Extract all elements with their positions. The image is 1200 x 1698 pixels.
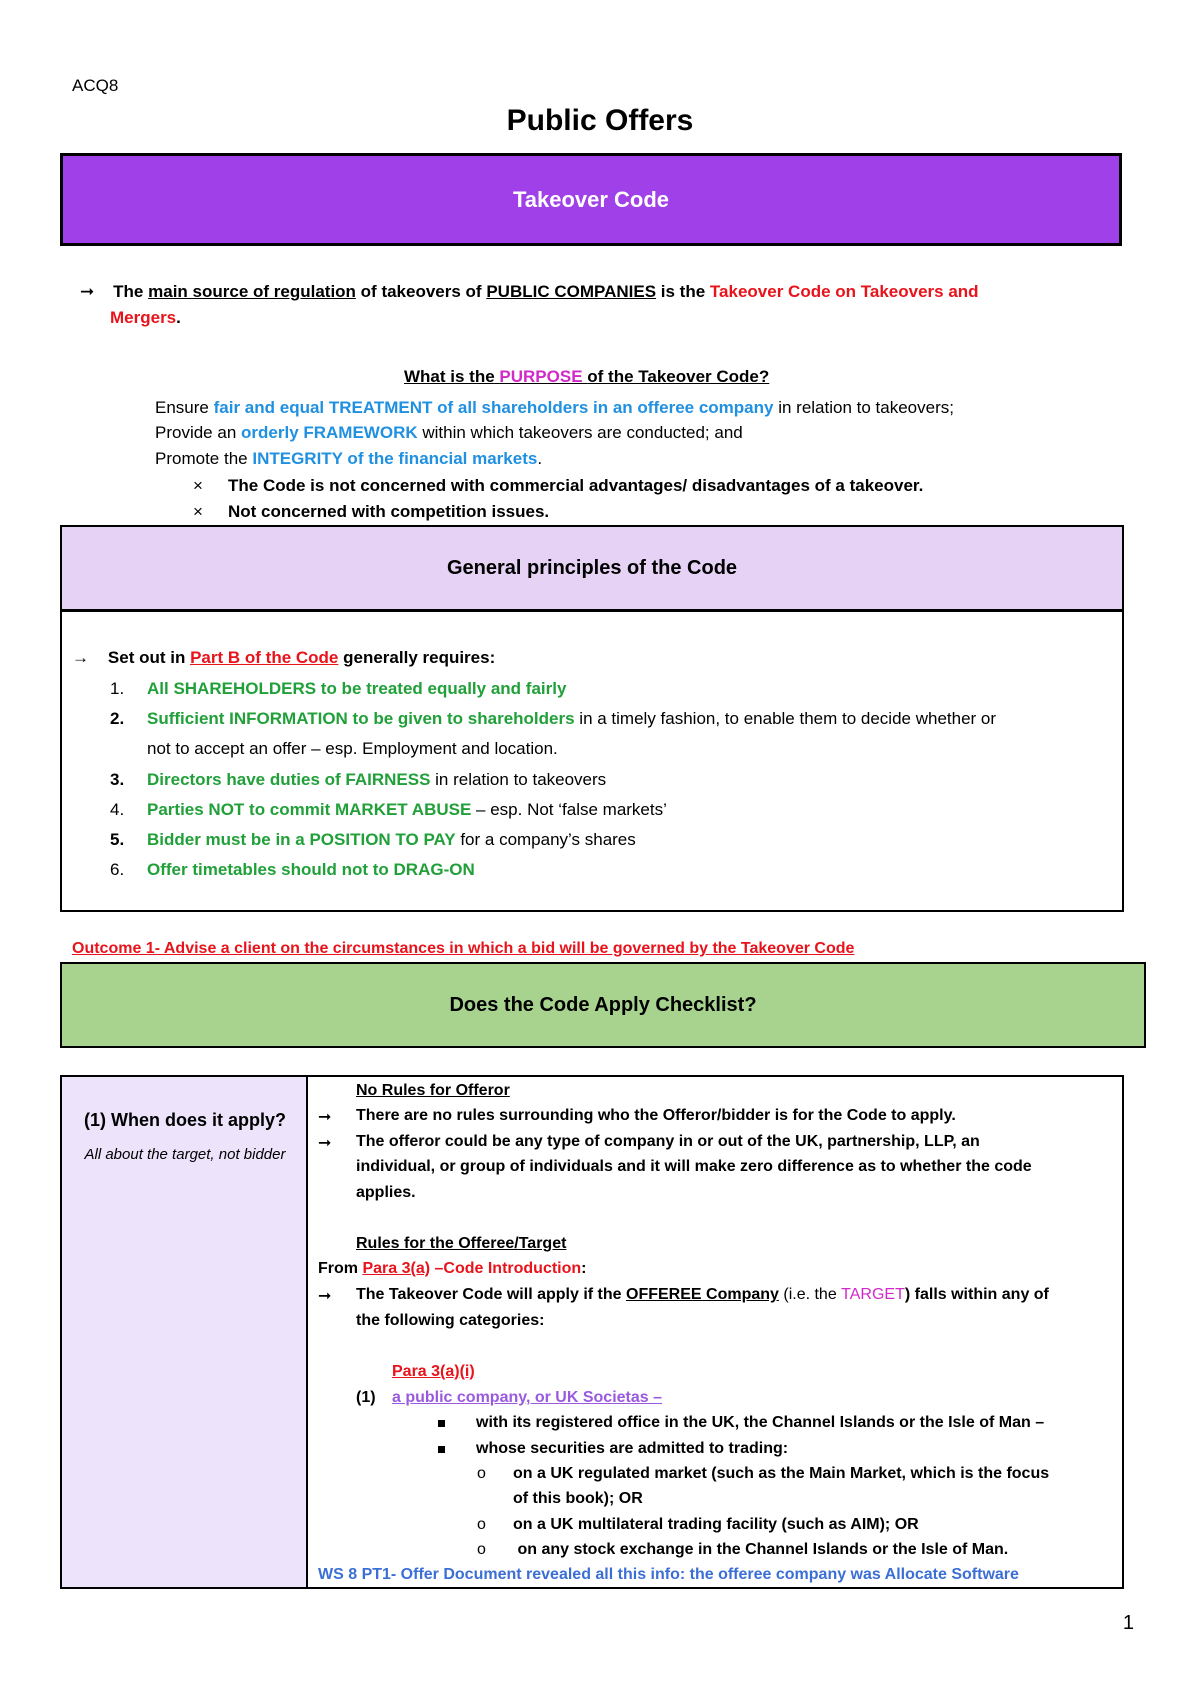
offeror-point-1: ➞ There are no rules surrounding who the Offeror/bidder is for the Code to apply. (318, 1107, 956, 1126)
sub-sub-bullet-2: o on a UK multilateral trading facility (such as AIM); OR (477, 1516, 919, 1533)
arrow-icon: ➞ (318, 1109, 332, 1126)
offeror-point-2-cont: applies. (356, 1184, 416, 1201)
sub-sub-bullet-1: o on a UK regulated market (such as the Main Market, which is the focus (477, 1465, 1050, 1482)
offeree-heading: Rules for the Offeree/Target (356, 1235, 567, 1252)
sub-sub-bullet-3: o on any stock exchange in the Channel Islands or the Isle of Man. (477, 1541, 1009, 1558)
outcome-heading: Outcome 1- Advise a client on the circumstances in which a bid will be governed by the Takeover Code (72, 940, 855, 957)
document-code: ACQ8 (72, 76, 119, 95)
sub-bullet-1: with its registered office in the UK, the Channel Islands or the Isle of Man – (438, 1414, 445, 1432)
checklist-title: Does the Code Apply Checklist? (449, 994, 757, 1016)
offeror-point-2: ➞ The offeror could be any type of company in or out of the UK, partnership, LLP, an (318, 1133, 980, 1152)
arrow-icon: ➞ (318, 1288, 332, 1305)
purpose-cross-2: × Not concerned with competition issues. (193, 502, 550, 521)
square-bullet-icon (438, 1446, 445, 1453)
cross-icon: × (193, 502, 203, 521)
table-question: (1) When does it apply? (83, 1110, 286, 1130)
cross-icon: × (193, 476, 203, 495)
sub-sub-bullet-1-cont: of this book); OR (513, 1490, 643, 1507)
sub-bullet-2: whose securities are admitted to trading: (438, 1440, 445, 1458)
principle-item: 5. Bidder must be in a POSITION TO PAY for a company’s shares (110, 830, 636, 849)
checklist-header (60, 962, 1146, 1048)
principle-item: 4. Parties NOT to commit MARKET ABUSE – esp. Not ‘false markets’ (110, 800, 667, 819)
from-para-line: From Para 3(a) –Code Introduction: (318, 1260, 587, 1277)
arrow-icon: → (72, 648, 89, 667)
para-heading: Para 3(a)(i) (392, 1363, 475, 1380)
takeover-code-box (60, 153, 1122, 246)
purpose-cross-1: × The Code is not concerned with commercial advantages/ disadvantages of a takeover. (193, 476, 924, 495)
circle-bullet-icon: o (477, 1516, 486, 1533)
circle-bullet-icon: o (477, 1465, 486, 1482)
principles-intro: → Set out in Part B of the Code generally requires: (72, 648, 496, 667)
offeror-heading: No Rules for Offeror (356, 1082, 510, 1099)
general-principles-header (60, 525, 1124, 611)
apply-checklist-table (60, 1075, 1124, 1589)
square-bullet-icon (438, 1420, 445, 1427)
principle-item: 6. Offer timetables should not to DRAG-ON (110, 860, 475, 879)
table-note: All about the target, not bidder (84, 1146, 286, 1163)
category-1: (1) a public company, or UK Societas – (356, 1389, 662, 1406)
offeree-point-1: ➞ The Takeover Code will apply if the OFFEREE Company (i.e. the TARGET) falls within any of (318, 1286, 1049, 1305)
general-principles-title: General principles of the Code (446, 557, 738, 579)
takeover-code-title: Takeover Code (512, 187, 670, 212)
principle-item: 3. Directors have duties of FAIRNESS in relation to takeovers (110, 770, 607, 789)
principle-item: 1. All SHAREHOLDERS to be treated equally and fairly (110, 679, 567, 698)
offeror-point-2-cont: individual, or group of individuals and it will make zero difference as to whether the code (356, 1158, 1032, 1175)
worksheet-note: WS 8 PT1- Offer Document revealed all this info: the offeree company was Allocate Software (318, 1566, 1019, 1583)
page-number: 1 (1122, 1612, 1134, 1634)
intro-line-1: ➞ The main source of regulation of takeovers of PUBLIC COMPANIES is the Takeover Code on Takeovers and (80, 282, 979, 301)
table-left-cell (62, 1077, 308, 1587)
principle-item: 2. Sufficient INFORMATION to be given to shareholders in a timely fashion, to enable them to decide whether or (110, 709, 997, 728)
page-title: Public Offers (506, 104, 694, 137)
circle-bullet-icon: o (477, 1541, 486, 1558)
arrow-icon: ➞ (318, 1135, 332, 1152)
principle-item-continued: not to accept an offer – esp. Employment and location. (147, 739, 558, 758)
offeree-point-1-cont: the following categories: (356, 1312, 545, 1329)
purpose-heading: What is the PURPOSE of the Takeover Code? (404, 367, 770, 386)
intro-line-2: Mergers. (110, 308, 181, 327)
arrow-icon: ➞ (80, 282, 95, 301)
